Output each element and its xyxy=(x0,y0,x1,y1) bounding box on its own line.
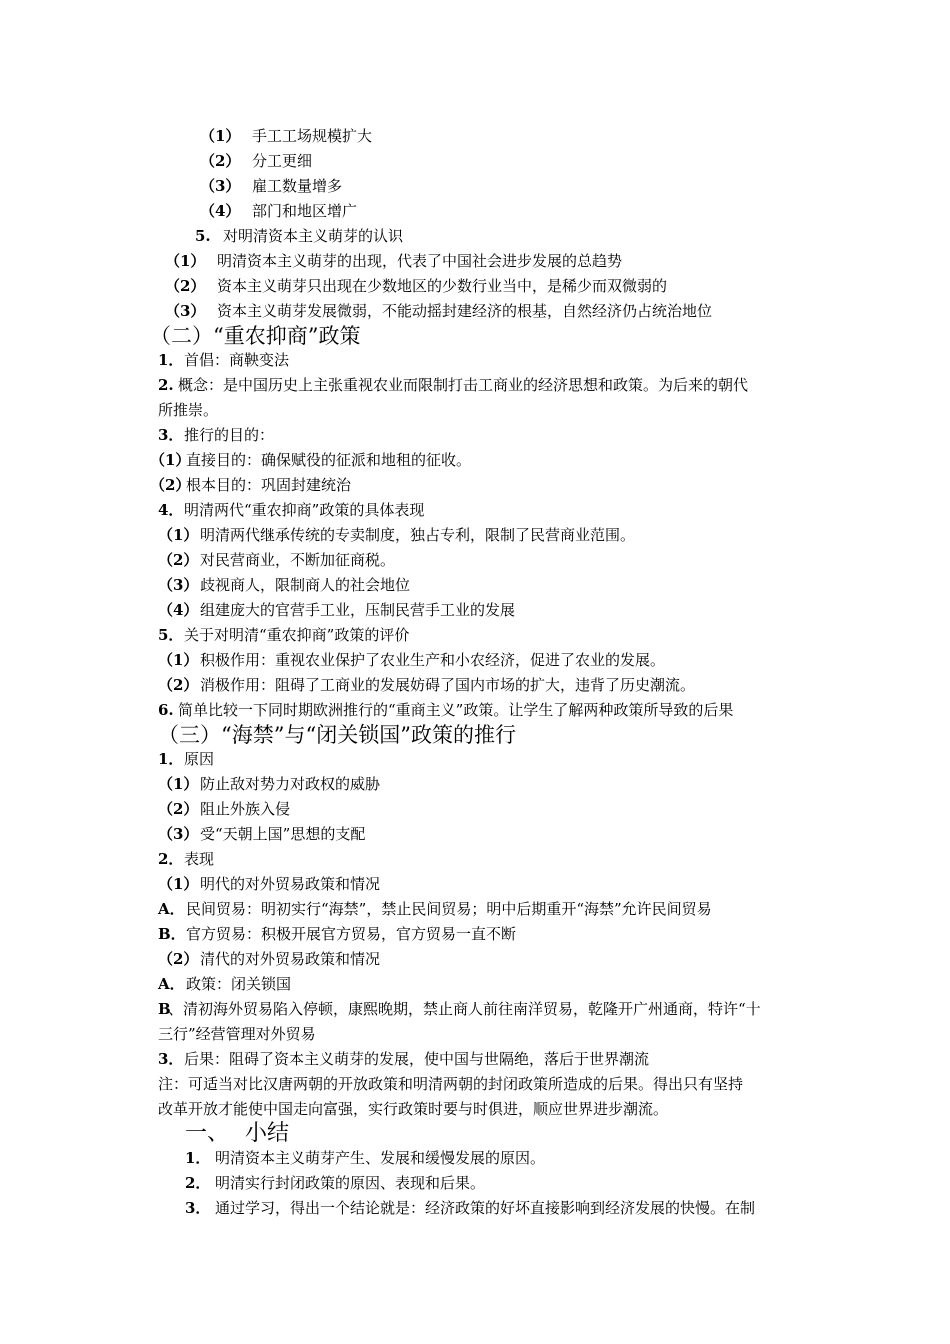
list-item xyxy=(158,847,214,871)
section-heading xyxy=(185,1119,289,1149)
item-marker: （4） xyxy=(158,601,199,619)
list-item xyxy=(158,947,380,971)
list-item xyxy=(158,698,733,722)
list-item xyxy=(185,1196,755,1220)
item-text: 明清资本主义萌芽产生、发展和缓慢发展的原因。 xyxy=(215,1149,546,1167)
item-marker: （1） xyxy=(158,526,199,544)
item-text: 政策：闭关锁国 xyxy=(186,975,292,993)
item-text: 积极作用：重视农业保护了农业生产和小农经济，促进了农业的发展。 xyxy=(200,651,666,669)
list-item xyxy=(158,523,635,547)
item-text: 通过学习，得出一个结论就是：经济政策的好坏直接影响到经济发展的快慢。在制 xyxy=(215,1199,756,1217)
item-text: 受“天朝上国”思想的支配 xyxy=(200,825,366,843)
item-marker: （2） xyxy=(158,676,199,694)
item-text: 民间贸易：明初实行“海禁”，禁止民间贸易；明中后期重开“海禁”允许民间贸易 xyxy=(186,900,712,918)
item-marker: （1） xyxy=(150,451,191,469)
item-text: 明清资本主义萌芽的出现，代表了中国社会进步发展的总趋势 xyxy=(217,252,623,270)
list-item xyxy=(158,997,761,1021)
text-line xyxy=(158,1097,668,1121)
list-item xyxy=(158,373,748,397)
item-text: 资本主义萌芽只出现在少数地区的少数行业当中，是稀少而双微弱的 xyxy=(217,277,668,295)
item-text: 表现 xyxy=(184,850,215,868)
item-marker: （4） xyxy=(200,202,241,220)
heading-text: 小结 xyxy=(245,1121,290,1146)
list-item xyxy=(158,772,380,796)
list-item xyxy=(158,548,395,572)
item-text: 对民营商业，不断加征商税。 xyxy=(200,551,396,569)
list-item xyxy=(200,174,342,198)
list-item xyxy=(185,1146,545,1170)
list-item xyxy=(158,648,665,672)
item-text: 分工更细 xyxy=(252,152,313,170)
item-marker: 1． xyxy=(185,1149,211,1167)
list-item xyxy=(158,972,291,996)
item-text: 手工工场规模扩大 xyxy=(252,127,373,145)
item-marker: （2） xyxy=(165,277,206,295)
list-item xyxy=(158,922,516,946)
item-text: 资本主义萌芽发展微弱，不能动摇封建经济的根基，自然经济仍占统治地位 xyxy=(217,302,713,320)
item-text: 明代的对外贸易政策和情况 xyxy=(200,875,381,893)
section-heading xyxy=(150,321,360,351)
item-marker: 1． xyxy=(158,750,184,768)
list-item xyxy=(158,1047,649,1071)
list-item xyxy=(158,897,712,921)
item-text: 推行的目的： xyxy=(184,426,275,444)
list-item xyxy=(158,498,424,522)
item-text: 防止敌对势力对政权的威胁 xyxy=(200,775,381,793)
list-item xyxy=(200,149,312,173)
item-text: 清代的对外贸易政策和情况 xyxy=(200,950,381,968)
item-text: 后果：阻碍了资本主义萌芽的发展，使中国与世隔绝，落后于世界潮流 xyxy=(184,1050,650,1068)
item-marker: 3． xyxy=(158,426,184,444)
heading-marker: 一、 xyxy=(185,1121,230,1146)
item-marker: 2． xyxy=(158,850,184,868)
list-item xyxy=(165,249,622,273)
list-item xyxy=(158,822,365,846)
list-item xyxy=(158,673,695,697)
text-line xyxy=(158,1022,316,1046)
item-marker: A． xyxy=(158,975,185,993)
item-text: 部门和地区增广 xyxy=(252,202,358,220)
list-item xyxy=(165,274,667,298)
item-marker: 3． xyxy=(185,1199,211,1217)
item-marker: （1） xyxy=(158,875,199,893)
list-item xyxy=(150,473,351,497)
item-text: 明清两代继承传统的专卖制度，独占专利，限制了民营商业范围。 xyxy=(200,526,636,544)
item-marker: （3） xyxy=(158,825,199,843)
item-marker: 4． xyxy=(158,501,184,519)
item-text: 明清实行封闭政策的原因、表现和后果。 xyxy=(215,1174,486,1192)
list-item xyxy=(158,623,409,647)
item-marker: （1） xyxy=(158,775,199,793)
section-heading xyxy=(158,720,516,750)
item-text: 根本目的：巩固封建统治 xyxy=(186,476,352,494)
item-text: 直接目的：确保赋役的征派和地租的征收。 xyxy=(186,451,472,469)
heading-text: （二）“重农抑商”政策 xyxy=(150,324,361,348)
item-marker: B xyxy=(158,1000,171,1018)
item-marker: 1． xyxy=(158,351,184,369)
item-marker: A． xyxy=(158,900,185,918)
list-item xyxy=(158,872,380,896)
item-marker: （2） xyxy=(200,152,241,170)
list-item xyxy=(158,423,274,447)
list-item xyxy=(158,797,290,821)
item-text: 三行”经营管理对外贸易 xyxy=(158,1025,316,1043)
item-marker: 6. xyxy=(158,701,174,719)
item-marker: 5. xyxy=(195,227,211,245)
list-item xyxy=(158,573,410,597)
item-marker: （2） xyxy=(158,551,199,569)
list-item xyxy=(158,348,289,372)
item-marker: 2. xyxy=(158,376,174,394)
list-item xyxy=(158,598,515,622)
item-text: 概念：是中国历史上主张重视农业而限制打击工商业的经济思想和政策。为后来的朝代 xyxy=(178,376,749,394)
item-text: 消极作用：阻碍了工商业的发展妨碍了国内市场的扩大，违背了历史潮流。 xyxy=(200,676,696,694)
item-text: 、清初海外贸易陷入停顿，康熙晚期，禁止商人前往南洋贸易，乾隆开广州通商，特许“十 xyxy=(168,1000,761,1018)
list-item xyxy=(158,747,214,771)
item-text: 注：可适当对比汉唐两朝的开放政策和明清两朝的封闭政策所造成的后果。得出只有坚持 xyxy=(158,1075,744,1093)
item-marker: （3） xyxy=(165,302,206,320)
list-item xyxy=(200,124,372,148)
item-text: 所推崇。 xyxy=(158,401,219,419)
item-text: 关于对明清“重农抑商”政策的评价 xyxy=(184,626,410,644)
list-item xyxy=(195,224,403,248)
item-marker: 5． xyxy=(158,626,184,644)
list-item xyxy=(165,299,712,323)
list-item xyxy=(200,199,357,223)
item-text: 雇工数量增多 xyxy=(252,177,343,195)
item-marker: （1） xyxy=(200,127,241,145)
item-marker: （2） xyxy=(150,476,191,494)
item-marker: 3． xyxy=(158,1050,184,1068)
item-marker: （2） xyxy=(158,800,199,818)
item-marker: B． xyxy=(158,925,186,943)
item-marker: （3） xyxy=(200,177,241,195)
item-text: 官方贸易：积极开展官方贸易，官方贸易一直不断 xyxy=(186,925,517,943)
item-text: 阻止外族入侵 xyxy=(200,800,291,818)
item-marker: （3） xyxy=(158,576,199,594)
item-text: 简单比较一下同时期欧洲推行的“重商主义”政策。让学生了解两种政策所导致的后果 xyxy=(178,701,734,719)
item-marker: 2． xyxy=(185,1174,211,1192)
item-marker: （1） xyxy=(165,252,206,270)
item-marker: （2） xyxy=(158,950,199,968)
list-item xyxy=(150,448,471,472)
heading-text: （三）“海禁”与“闭关锁国”政策的推行 xyxy=(158,723,516,747)
item-text: 首倡：商鞅变法 xyxy=(184,351,290,369)
list-item xyxy=(185,1171,485,1195)
item-text: 组建庞大的官营手工业，压制民营手工业的发展 xyxy=(200,601,516,619)
text-line xyxy=(158,1072,743,1096)
item-text: 改革开放才能使中国走向富强，实行政策时要与时俱进，顺应世界进步潮流。 xyxy=(158,1100,669,1118)
item-text: 原因 xyxy=(184,750,215,768)
item-marker: （1） xyxy=(158,651,199,669)
item-text: 明清两代“重农抑商”政策的具体表现 xyxy=(184,501,425,519)
item-text: 歧视商人，限制商人的社会地位 xyxy=(200,576,411,594)
text-line xyxy=(158,398,218,422)
item-text: 对明清资本主义萌芽的认识 xyxy=(223,227,404,245)
